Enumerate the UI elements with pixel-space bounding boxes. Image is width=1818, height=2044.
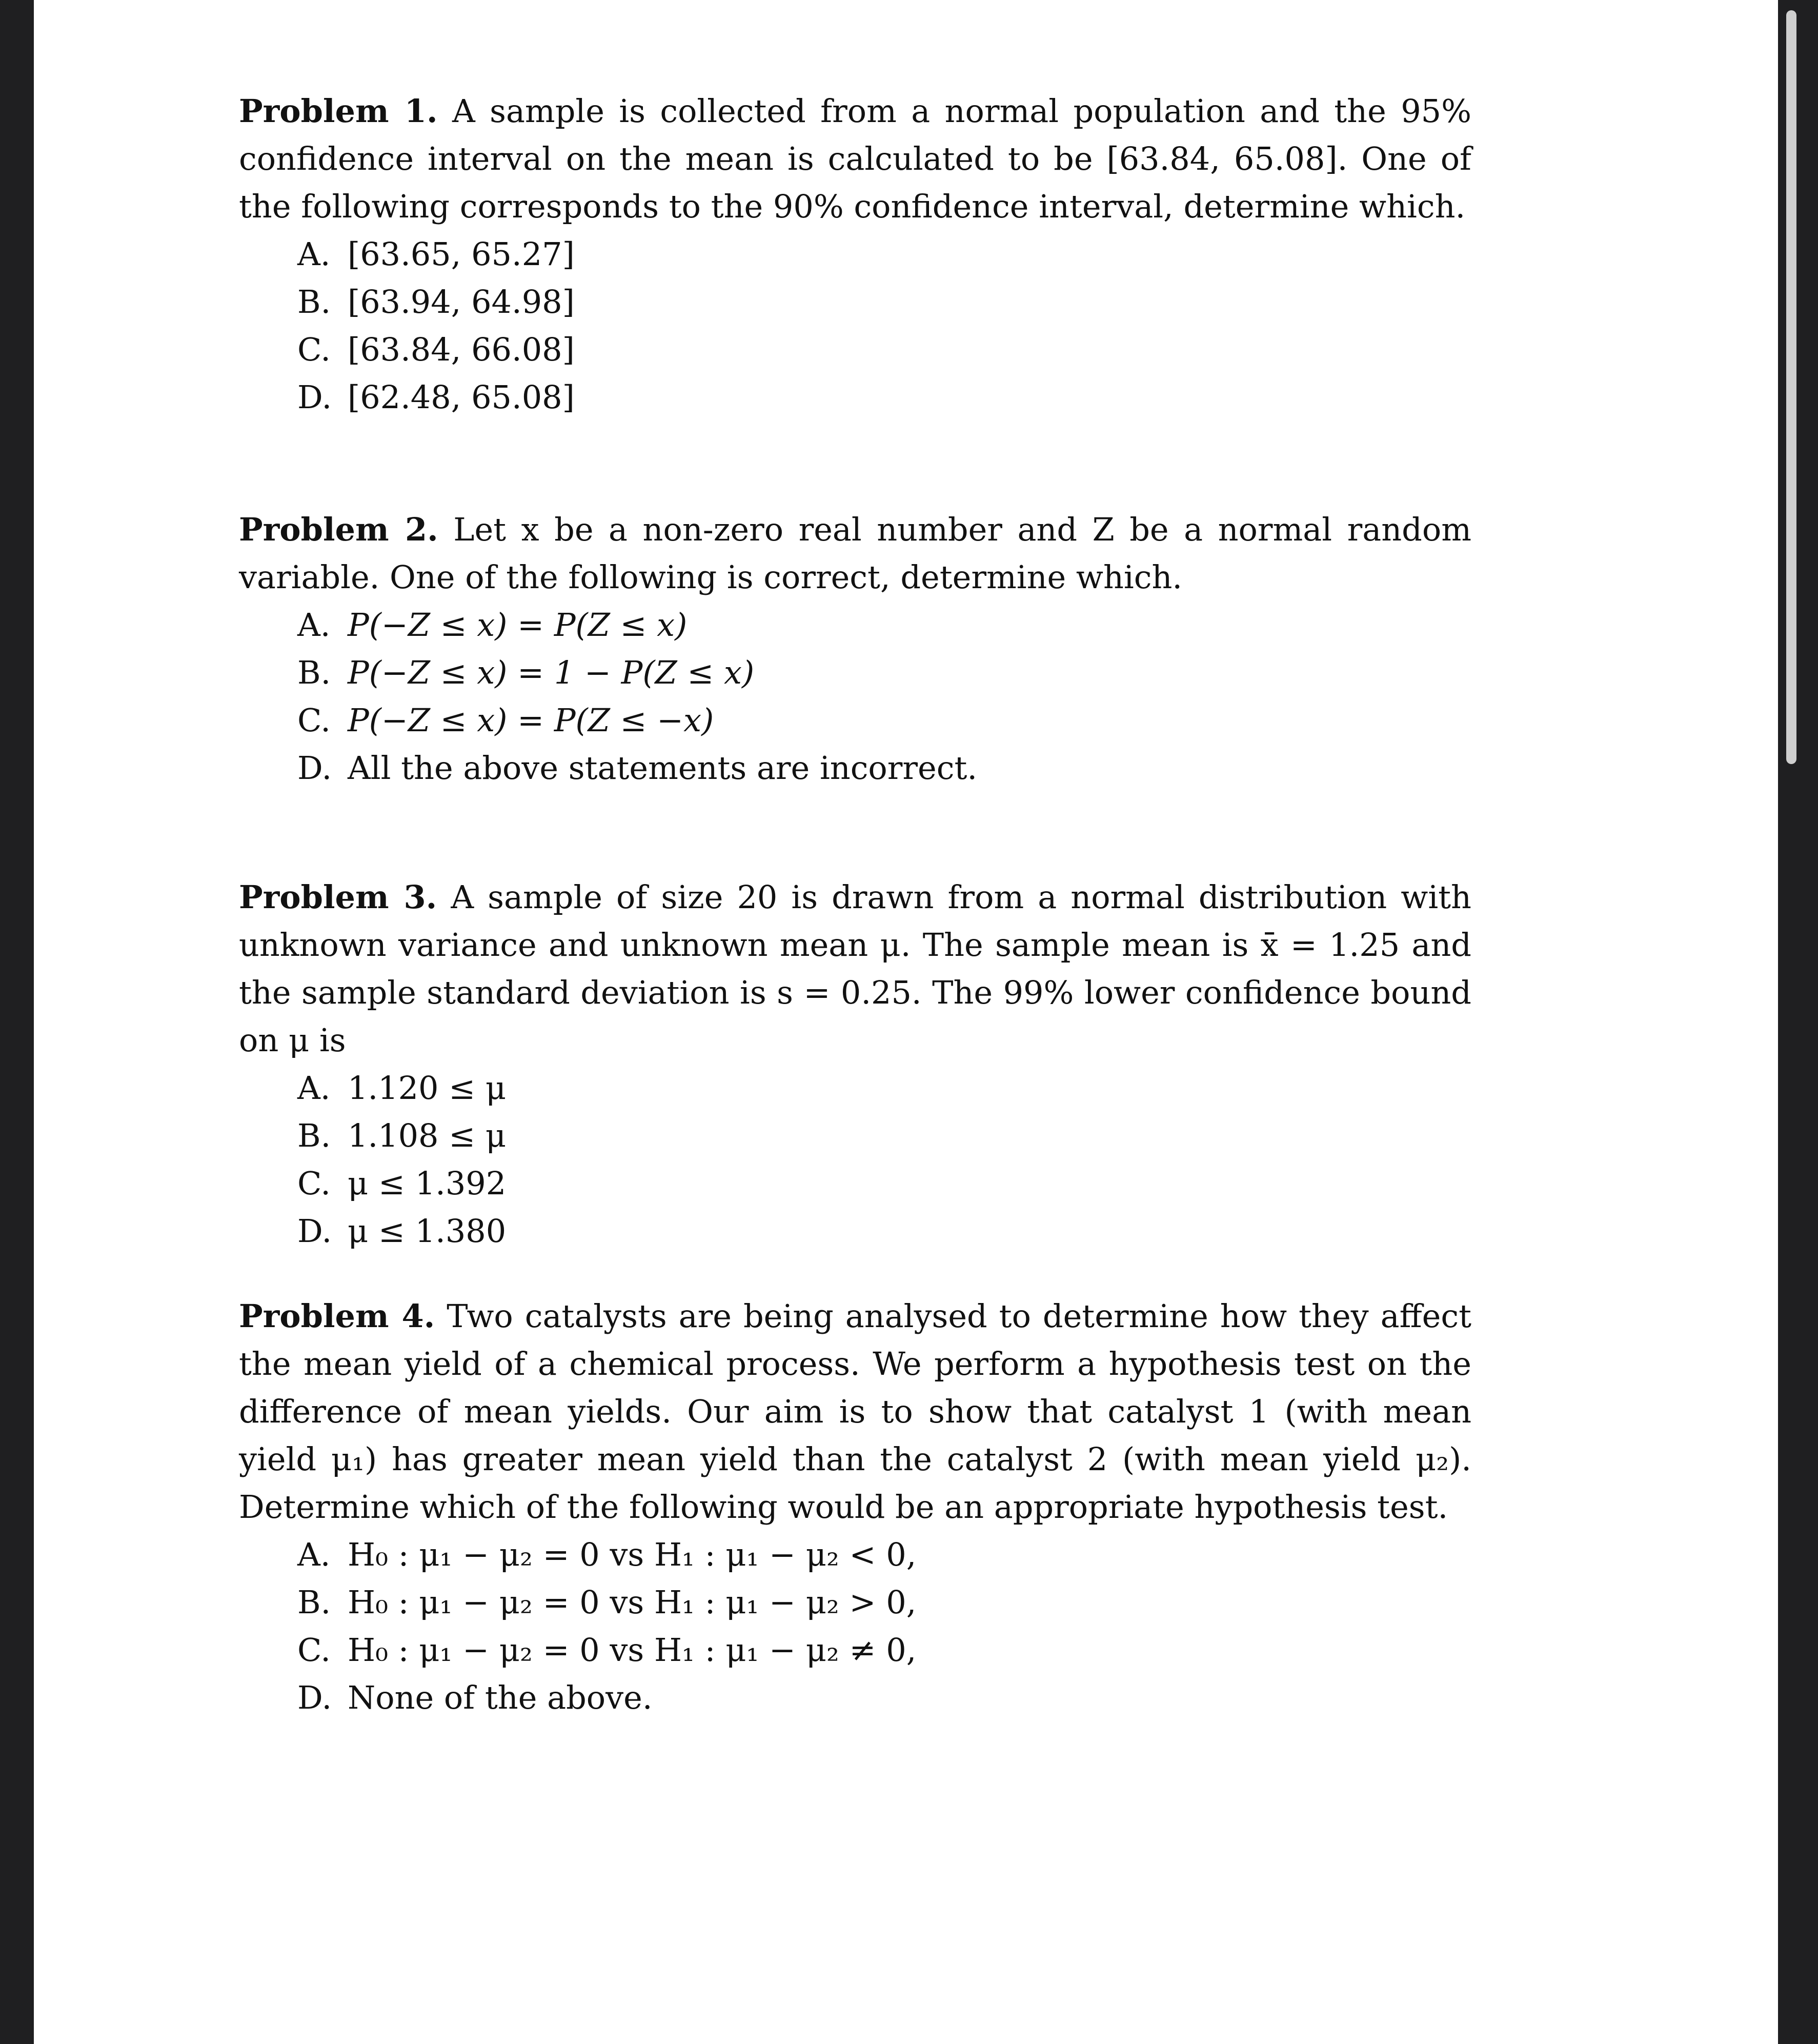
- option-text: [62.48, 65.08]: [348, 378, 575, 416]
- option-letter: B.: [297, 1117, 331, 1154]
- option-text: P(−Z ≤ x) = P(Z ≤ x): [348, 606, 688, 644]
- option-letter: D.: [297, 378, 332, 416]
- problem-2-option-d: [239, 744, 1471, 792]
- option-text: H₀ : μ₁ − μ₂ = 0 vs H₁ : μ₁ − μ₂ ≠ 0,: [348, 1631, 917, 1669]
- option-text: μ ≤ 1.380: [348, 1212, 507, 1250]
- problem-3-options: [239, 1064, 1471, 1255]
- problem-4-title: Problem 4.: [239, 1297, 435, 1335]
- problem-4-option-a: [239, 1531, 1471, 1578]
- option-letter: A.: [297, 606, 331, 644]
- problem-2-option-b: [239, 649, 1471, 696]
- option-letter: C.: [297, 702, 331, 739]
- option-text: H₀ : μ₁ − μ₂ = 0 vs H₁ : μ₁ − μ₂ < 0,: [348, 1536, 917, 1573]
- problem-1-text: A sample is collected from a normal population and the 95% confidence interval on the mean is calculated to be [63.84, 65.08]. One of the following corresponds to the 90% confidence interval, determine which.: [239, 92, 1471, 225]
- problem-2: [239, 506, 1471, 792]
- problem-4-options: [239, 1531, 1471, 1721]
- problem-3-option-b: [239, 1112, 1471, 1159]
- option-letter: D.: [297, 1212, 332, 1250]
- option-text: μ ≤ 1.392: [348, 1165, 507, 1202]
- option-text: [63.94, 64.98]: [348, 283, 575, 320]
- problem-2-statement: [239, 506, 1471, 601]
- problem-3-text: A sample of size 20 is drawn from a normal distribution with unknown variance and unknown mean μ. The sample mean is x̄ = 1.25 and the sample standard deviation is s = 0.25. The 99% lower confidence bound on μ is: [239, 878, 1471, 1059]
- problem-4: [239, 1292, 1471, 1721]
- problem-3-statement: [239, 873, 1471, 1064]
- problem-2-option-a: [239, 601, 1471, 649]
- problem-1-option-d: [239, 373, 1471, 421]
- option-letter: D.: [297, 749, 332, 787]
- problem-1-option-a: [239, 230, 1471, 278]
- problem-3-title: Problem 3.: [239, 878, 437, 916]
- problem-3-option-c: [239, 1159, 1471, 1207]
- option-letter: D.: [297, 1679, 332, 1716]
- problem-2-option-c: [239, 696, 1471, 744]
- option-text: H₀ : μ₁ − μ₂ = 0 vs H₁ : μ₁ − μ₂ > 0,: [348, 1584, 917, 1621]
- problem-4-option-b: [239, 1578, 1471, 1626]
- problem-2-title: Problem 2.: [239, 511, 438, 548]
- problem-1-title: Problem 1.: [239, 92, 438, 130]
- option-letter: B.: [297, 1584, 331, 1621]
- option-letter: A.: [297, 1069, 331, 1107]
- option-letter: A.: [297, 235, 331, 273]
- problem-1: [239, 87, 1471, 421]
- option-letter: C.: [297, 1165, 331, 1202]
- problem-2-options: [239, 601, 1471, 792]
- option-text: None of the above.: [348, 1679, 653, 1716]
- problem-3-option-d: [239, 1207, 1471, 1255]
- option-letter: B.: [297, 654, 331, 691]
- problem-1-statement: [239, 87, 1471, 230]
- option-text: 1.120 ≤ μ: [348, 1069, 507, 1107]
- option-text: P(−Z ≤ x) = 1 − P(Z ≤ x): [348, 654, 755, 691]
- scrollbar-thumb[interactable]: [1786, 10, 1796, 764]
- problem-3-option-a: [239, 1064, 1471, 1112]
- problem-2-text: Let x be a non-zero real number and Z be a normal random variable. One of the following is correct, determine which.: [239, 511, 1471, 596]
- problem-4-option-c: [239, 1626, 1471, 1674]
- option-letter: C.: [297, 331, 331, 368]
- problem-1-option-b: [239, 278, 1471, 326]
- problem-1-options: [239, 230, 1471, 421]
- option-text: [63.84, 66.08]: [348, 331, 575, 368]
- problem-3: [239, 873, 1471, 1255]
- option-letter: A.: [297, 1536, 331, 1573]
- problem-1-option-c: [239, 326, 1471, 373]
- problem-4-statement: [239, 1292, 1471, 1531]
- option-text: P(−Z ≤ x) = P(Z ≤ −x): [348, 702, 714, 739]
- option-letter: B.: [297, 283, 331, 320]
- option-letter: C.: [297, 1631, 331, 1669]
- option-text: All the above statements are incorrect.: [348, 749, 978, 787]
- option-text: 1.108 ≤ μ: [348, 1117, 507, 1154]
- problem-4-text: Two catalysts are being analysed to determine how they affect the mean yield of a chemical process. We perform a hypothesis test on the difference of mean yields. Our aim is to show that catalyst 1 (with mean yield μ₁) has greater mean yield than the catalyst 2 (with mean yield μ₂). Determine which of the following would be an appropriate hypothesis test.: [239, 1297, 1471, 1526]
- problem-4-option-d: [239, 1674, 1471, 1721]
- option-text: [63.65, 65.27]: [348, 235, 575, 273]
